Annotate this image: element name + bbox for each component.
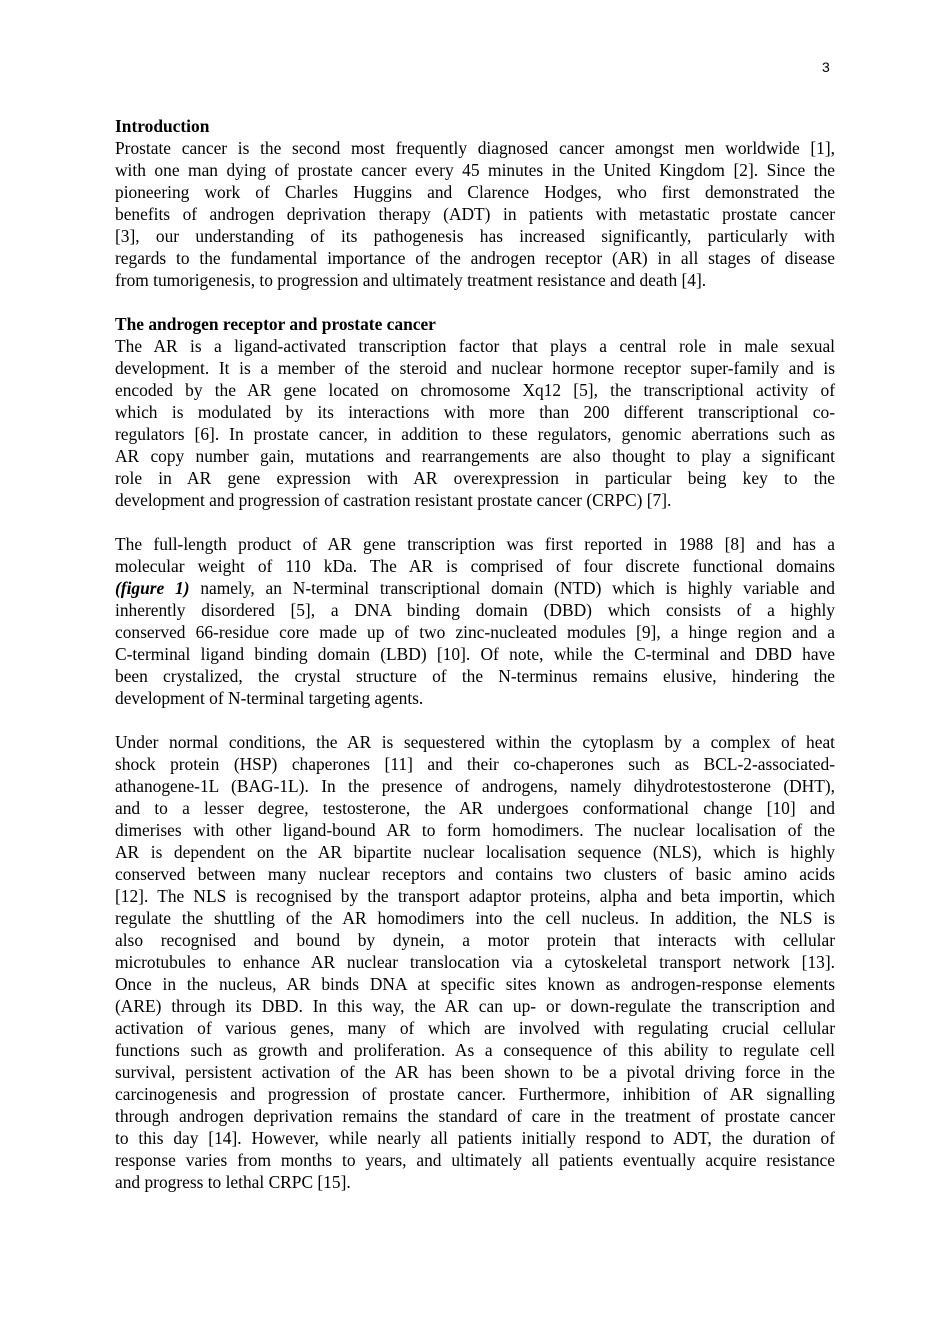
- text-line: development of N-terminal targeting agents.: [115, 688, 424, 708]
- text-line: The full-length product of AR gene transcription was first reported in 1988 [8] and has a: [115, 534, 835, 554]
- text-line: pioneering work of Charles Huggins and Clarence Hodges, who first demonstrated the: [115, 182, 835, 202]
- text-line: activation of various genes, many of which are involved with regulating crucial cellular: [115, 1018, 835, 1038]
- paragraph: [115, 533, 835, 709]
- text-line: development and progression of castration resistant prostate cancer (CRPC) [7].: [115, 490, 672, 510]
- text-line: molecular weight of 110 kDa. The AR is comprised of four discrete functional domains: [115, 556, 835, 576]
- blank-line: [115, 709, 835, 731]
- section-heading: Introduction: [115, 116, 210, 136]
- text-line: which is modulated by its interactions with more than 200 different transcriptional co-: [115, 402, 835, 422]
- text-line: inherently disordered [5], a DNA binding domain (DBD) which consists of a highly: [115, 600, 835, 620]
- text-line: development. It is a member of the steroid and nuclear hormone receptor super-family and is: [115, 358, 835, 378]
- text-line: The AR is a ligand-activated transcription factor that plays a central role in male sexual: [115, 336, 835, 356]
- blank-line: [115, 291, 835, 313]
- text-line: AR is dependent on the AR bipartite nuclear localisation sequence (NLS), which is highly: [115, 842, 835, 862]
- document-body: [115, 115, 835, 1193]
- page-number: 3: [822, 59, 830, 75]
- figure-reference: (figure 1): [115, 578, 190, 598]
- text-run: namely, an N-terminal transcriptional domain (NTD) which is highly variable and: [189, 578, 836, 598]
- text-line: carcinogenesis and progression of prostate cancer. Furthermore, inhibition of AR signalling: [115, 1084, 835, 1104]
- text-line: C-terminal ligand binding domain (LBD) [10]. Of note, while the C-terminal and DBD have: [115, 644, 835, 664]
- text-line: conserved between many nuclear receptors and contains two clusters of basic amino acids: [115, 864, 835, 884]
- text-line: benefits of androgen deprivation therapy (ADT) in patients with metastatic prostate cancer: [115, 204, 835, 224]
- paragraph: [115, 731, 835, 1193]
- text-line: Under normal conditions, the AR is sequestered within the cytoplasm by a complex of heat: [115, 732, 835, 752]
- text-line: microtubules to enhance AR nuclear translocation via a cytoskeletal transport network [13].: [115, 952, 835, 972]
- text-line: regulators [6]. In prostate cancer, in addition to these regulators, genomic aberrations such as: [115, 424, 835, 444]
- text-line: through androgen deprivation remains the standard of care in the treatment of prostate cancer: [115, 1106, 835, 1126]
- text-line: [3], our understanding of its pathogenesis has increased significantly, particularly with: [115, 226, 835, 246]
- text-line: AR copy number gain, mutations and rearrangements are also thought to play a significant: [115, 446, 835, 466]
- text-line: (ARE) through its DBD. In this way, the AR can up- or down-regulate the transcription and: [115, 996, 835, 1016]
- text-line: athanogene-1L (BAG-1L). In the presence of androgens, namely dihydrotestosterone (DHT),: [115, 776, 835, 796]
- text-line: role in AR gene expression with AR overexpression in particular being key to the: [115, 468, 835, 488]
- text-line: to this day [14]. However, while nearly all patients initially respond to ADT, the duration of: [115, 1128, 835, 1148]
- paragraph: [115, 335, 835, 511]
- text-line: regards to the fundamental importance of the androgen receptor (AR) in all stages of disease: [115, 248, 835, 268]
- text-line: regulate the shuttling of the AR homodimers into the cell nucleus. In addition, the NLS is: [115, 908, 835, 928]
- text-line: from tumorigenesis, to progression and ultimately treatment resistance and death [4].: [115, 270, 707, 290]
- text-line: survival, persistent activation of the AR has been shown to be a pivotal driving force in the: [115, 1062, 835, 1082]
- text-line: Once in the nucleus, AR binds DNA at specific sites known as androgen-response elements: [115, 974, 835, 994]
- text-line: shock protein (HSP) chaperones [11] and their co-chaperones such as BCL-2-associated-: [115, 754, 835, 774]
- text-line: encoded by the AR gene located on chromosome Xq12 [5], the transcriptional activity of: [115, 380, 835, 400]
- paragraph: [115, 137, 835, 291]
- section-heading: The androgen receptor and prostate cancer: [115, 314, 436, 334]
- text-line: [12]. The NLS is recognised by the transport adaptor proteins, alpha and beta importin, which: [115, 886, 835, 906]
- text-line: Prostate cancer is the second most frequently diagnosed cancer amongst men worldwide [1],: [115, 138, 835, 158]
- text-line: [115, 577, 835, 599]
- text-line: dimerises with other ligand-bound AR to form homodimers. The nuclear localisation of the: [115, 820, 835, 840]
- text-line: and progress to lethal CRPC [15].: [115, 1172, 351, 1192]
- blank-line: [115, 511, 835, 533]
- text-line: been crystalized, the crystal structure of the N-terminus remains elusive, hindering the: [115, 666, 835, 686]
- text-line: functions such as growth and proliferation. As a consequence of this ability to regulate cell: [115, 1040, 835, 1060]
- text-line: conserved 66-residue core made up of two zinc-nucleated modules [9], a hinge region and a: [115, 622, 835, 642]
- text-line: response varies from months to years, and ultimately all patients eventually acquire resistance: [115, 1150, 835, 1170]
- text-line: and to a lesser degree, testosterone, the AR undergoes conformational change [10] and: [115, 798, 835, 818]
- text-line: also recognised and bound by dynein, a motor protein that interacts with cellular: [115, 930, 835, 950]
- text-line: with one man dying of prostate cancer every 45 minutes in the United Kingdom [2]. Since the: [115, 160, 835, 180]
